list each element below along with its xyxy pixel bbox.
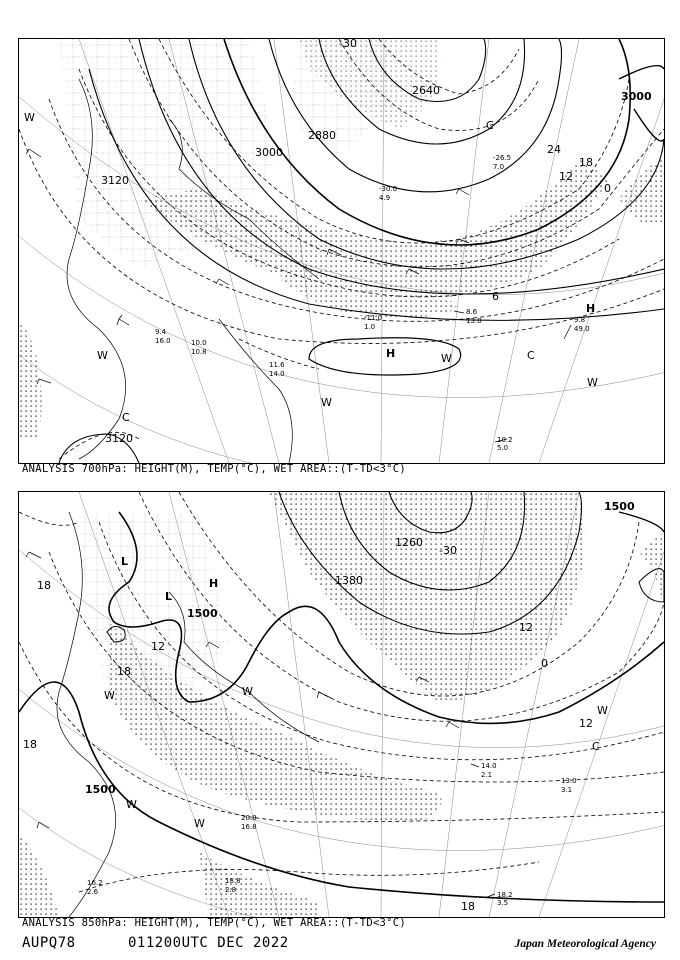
station-plot [561,777,577,794]
temp-label: 18 [117,665,131,678]
svg-text:5.0: 5.0 [497,444,509,452]
height-label: 3120 [101,174,129,187]
temp-label: 0 [541,657,548,670]
temp-label: 18 [579,156,593,169]
svg-text:9.8: 9.8 [574,316,586,324]
temp-label: 12 [579,717,593,730]
svg-text:13.0: 13.0 [466,317,482,325]
svg-text:16.2: 16.2 [87,879,103,887]
svg-text:10.8: 10.8 [191,348,207,356]
height-label: 1500 [187,607,218,620]
svg-text:13.0: 13.0 [561,777,577,785]
high-pressure-symbol: H [386,347,396,360]
svg-text:16.0: 16.0 [155,337,171,345]
svg-text:9.4: 9.4 [155,328,167,336]
height-label: 3000 [621,90,652,103]
svg-text:7.0: 7.0 [493,163,505,171]
warm-center-symbol: W [597,704,608,717]
warm-center-symbol: W [194,817,205,830]
svg-text:16.8: 16.8 [241,823,257,831]
station-plot [241,814,257,831]
cold-center-symbol: C [486,119,494,132]
temp-label: 24 [547,143,561,156]
temp-label: 18 [461,900,475,913]
cold-center-symbol: C [122,411,130,424]
svg-text:8.6: 8.6 [466,308,478,316]
station-plot [471,762,497,779]
svg-text:14.0: 14.0 [269,370,285,378]
map-panel-700hpa [18,38,665,464]
height-label: 1260 [395,536,423,549]
warm-center-symbol: W [441,352,452,365]
svg-text:3.5: 3.5 [497,899,509,907]
station-plot [87,879,103,896]
station-plot [495,436,513,452]
station-plot [269,361,285,378]
svg-text:2.8: 2.8 [225,886,237,894]
high-pressure-symbol: H [209,577,219,590]
svg-text:2.1: 2.1 [481,771,493,779]
map-850hpa-svg [19,492,664,917]
svg-text:18.2: 18.2 [497,891,513,899]
valid-time: 011200UTC DEC 2022 [128,935,289,951]
svg-text:-11.0: -11.0 [364,314,383,322]
warm-center-symbol: W [242,685,253,698]
low-pressure-symbol: L [165,590,173,603]
svg-text:10.0: 10.0 [191,339,207,347]
temp-label: 18 [37,579,51,592]
cold-center-symbol: C [527,349,535,362]
station-plot [493,154,511,171]
station-plot [454,308,482,325]
panel-caption-700hpa: ANALYSIS 700hPa: HEIGHT(M), TEMP(°C), WET AREA::(T-TD<3°C) [22,463,407,475]
svg-text:10.2: 10.2 [497,436,513,444]
temp-label: 12 [519,621,533,634]
svg-text:1.0: 1.0 [364,323,376,331]
height-label: 1500 [604,500,635,513]
svg-text:4.9: 4.9 [379,194,391,202]
panel-caption-850hpa: ANALYSIS 850hPa: HEIGHT(M), TEMP(°C), WET AREA::(T-TD<3°C) [22,917,407,929]
warm-center-symbol: W [104,689,115,702]
temp-label: -30 [439,544,457,557]
station-plot [564,316,590,339]
cold-center-symbol: C [592,740,600,753]
low-pressure-symbol: L [121,555,129,568]
temp-label: 12 [151,640,165,653]
svg-text:18.8: 18.8 [225,877,241,885]
station-plot [191,339,207,356]
warm-center-symbol: W [97,349,108,362]
station-plot [364,314,382,331]
svg-text:20.8: 20.8 [241,814,257,822]
agency-name: Japan Meteorological Agency [514,938,656,950]
height-label: 1500 [85,783,116,796]
temp-label: -30 [339,39,357,50]
station-plot [155,328,171,345]
map-panel-850hpa [18,491,665,918]
high-pressure-symbol: H [586,302,596,315]
svg-text:49.0: 49.0 [574,325,590,333]
height-label: 3120 [105,432,133,445]
map-700hpa-svg [19,39,664,463]
temp-label: 0 [604,182,611,195]
svg-text:2.6: 2.6 [87,888,99,896]
station-plot [379,185,397,202]
svg-text:11.6: 11.6 [269,361,285,369]
height-label: 2880 [308,129,336,142]
warm-center-symbol: W [126,798,137,811]
warm-center-symbol: W [24,111,35,124]
temp-label: 6 [492,290,499,303]
svg-text:-30.0: -30.0 [379,185,398,193]
svg-text:14.0: 14.0 [481,762,497,770]
height-label: 1380 [335,574,363,587]
warm-center-symbol: W [321,396,332,409]
height-label: 2640 [412,84,440,97]
temp-label: 12 [559,170,573,183]
svg-text:-26.5: -26.5 [493,154,512,162]
svg-text:3.1: 3.1 [561,786,573,794]
warm-center-symbol: W [587,376,598,389]
height-label: 3000 [255,146,283,159]
chart-code: AUPQ78 [22,935,76,951]
temp-label: 18 [23,738,37,751]
